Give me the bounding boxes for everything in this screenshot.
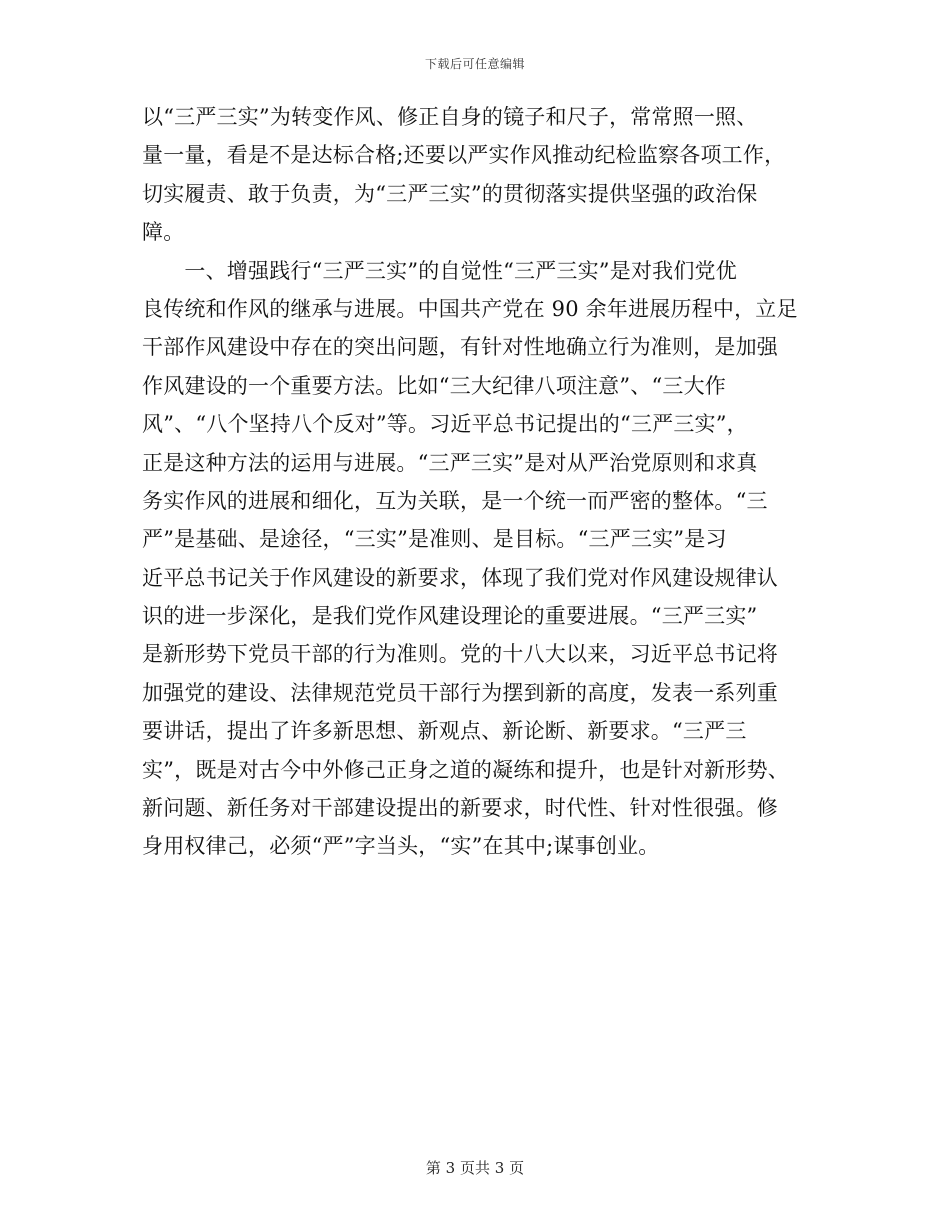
text-line: 良传统和作风的继承与进展。中国共产党在 90 余年进展历程中，立足 (142, 296, 798, 321)
text-line: 新问题、新任务对干部建设提出的新要求，时代性、针对性很强。修 (142, 796, 778, 821)
text-line: 严”是基础、是途径，“三实”是准则、是目标。“三严三实”是习 (142, 527, 727, 552)
document-body (142, 98, 812, 866)
text-line: 近平总书记关于作风建设的新要求，体现了我们党对作风建设规律认 (142, 565, 778, 590)
text-line: 切实履责、敢于负责，为“三严三实”的贯彻落实提供坚强的政治保 (142, 181, 758, 206)
text-line: 正是这种方法的运用与进展。“三严三实”是对从严治党原则和求真 (142, 450, 758, 475)
text-line: 要讲话，提出了许多新思想、新观点、新论断、新要求。“三严三 (142, 719, 747, 744)
page-header: 下载后可任意编辑 (424, 57, 525, 71)
text-line: 作风建设的一个重要方法。比如“三大纪律八项注意”、“三大作 (142, 373, 727, 398)
text-line: 干部作风建设中存在的突出问题，有针对性地确立行为准则，是加强 (142, 335, 778, 360)
text-line: 障。 (142, 220, 185, 245)
text-line: 风”、“八个坚持八个反对”等。习近平总书记提出的“三严三实”， (142, 412, 748, 437)
page-number: 第 3 页共 3 页 (425, 1159, 525, 1177)
text-line: 识的进一步深化，是我们党作风建设理论的重要进展。“三严三实” (142, 604, 758, 629)
text-line: 加强党的建设、法律规范党员干部行为摆到新的高度，发表一系列重 (142, 680, 778, 705)
text-line: 量一量，看是不是达标合格;还要以严实作风推动纪检监察各项工作， (142, 143, 786, 168)
text-line: 一、增强践行“三严三实”的自觉性“三严三实”是对我们党优 (142, 258, 737, 283)
text-line: 以“三严三实”为转变作风、修正自身的镜子和尺子，常常照一照、 (142, 105, 758, 129)
text-line: 身用权律己，必须“严”字当头，“实”在其中;谋事创业。 (142, 834, 660, 859)
text-line: 务实作风的进展和细化，互为关联，是一个统一而严密的整体。“三 (142, 488, 768, 513)
text-line: 实”，既是对古今中外修己正身之道的凝练和提升，也是针对新形势、 (142, 757, 789, 782)
text-line: 是新形势下党员干部的行为准则。党的十八大以来，习近平总书记将 (142, 642, 778, 667)
